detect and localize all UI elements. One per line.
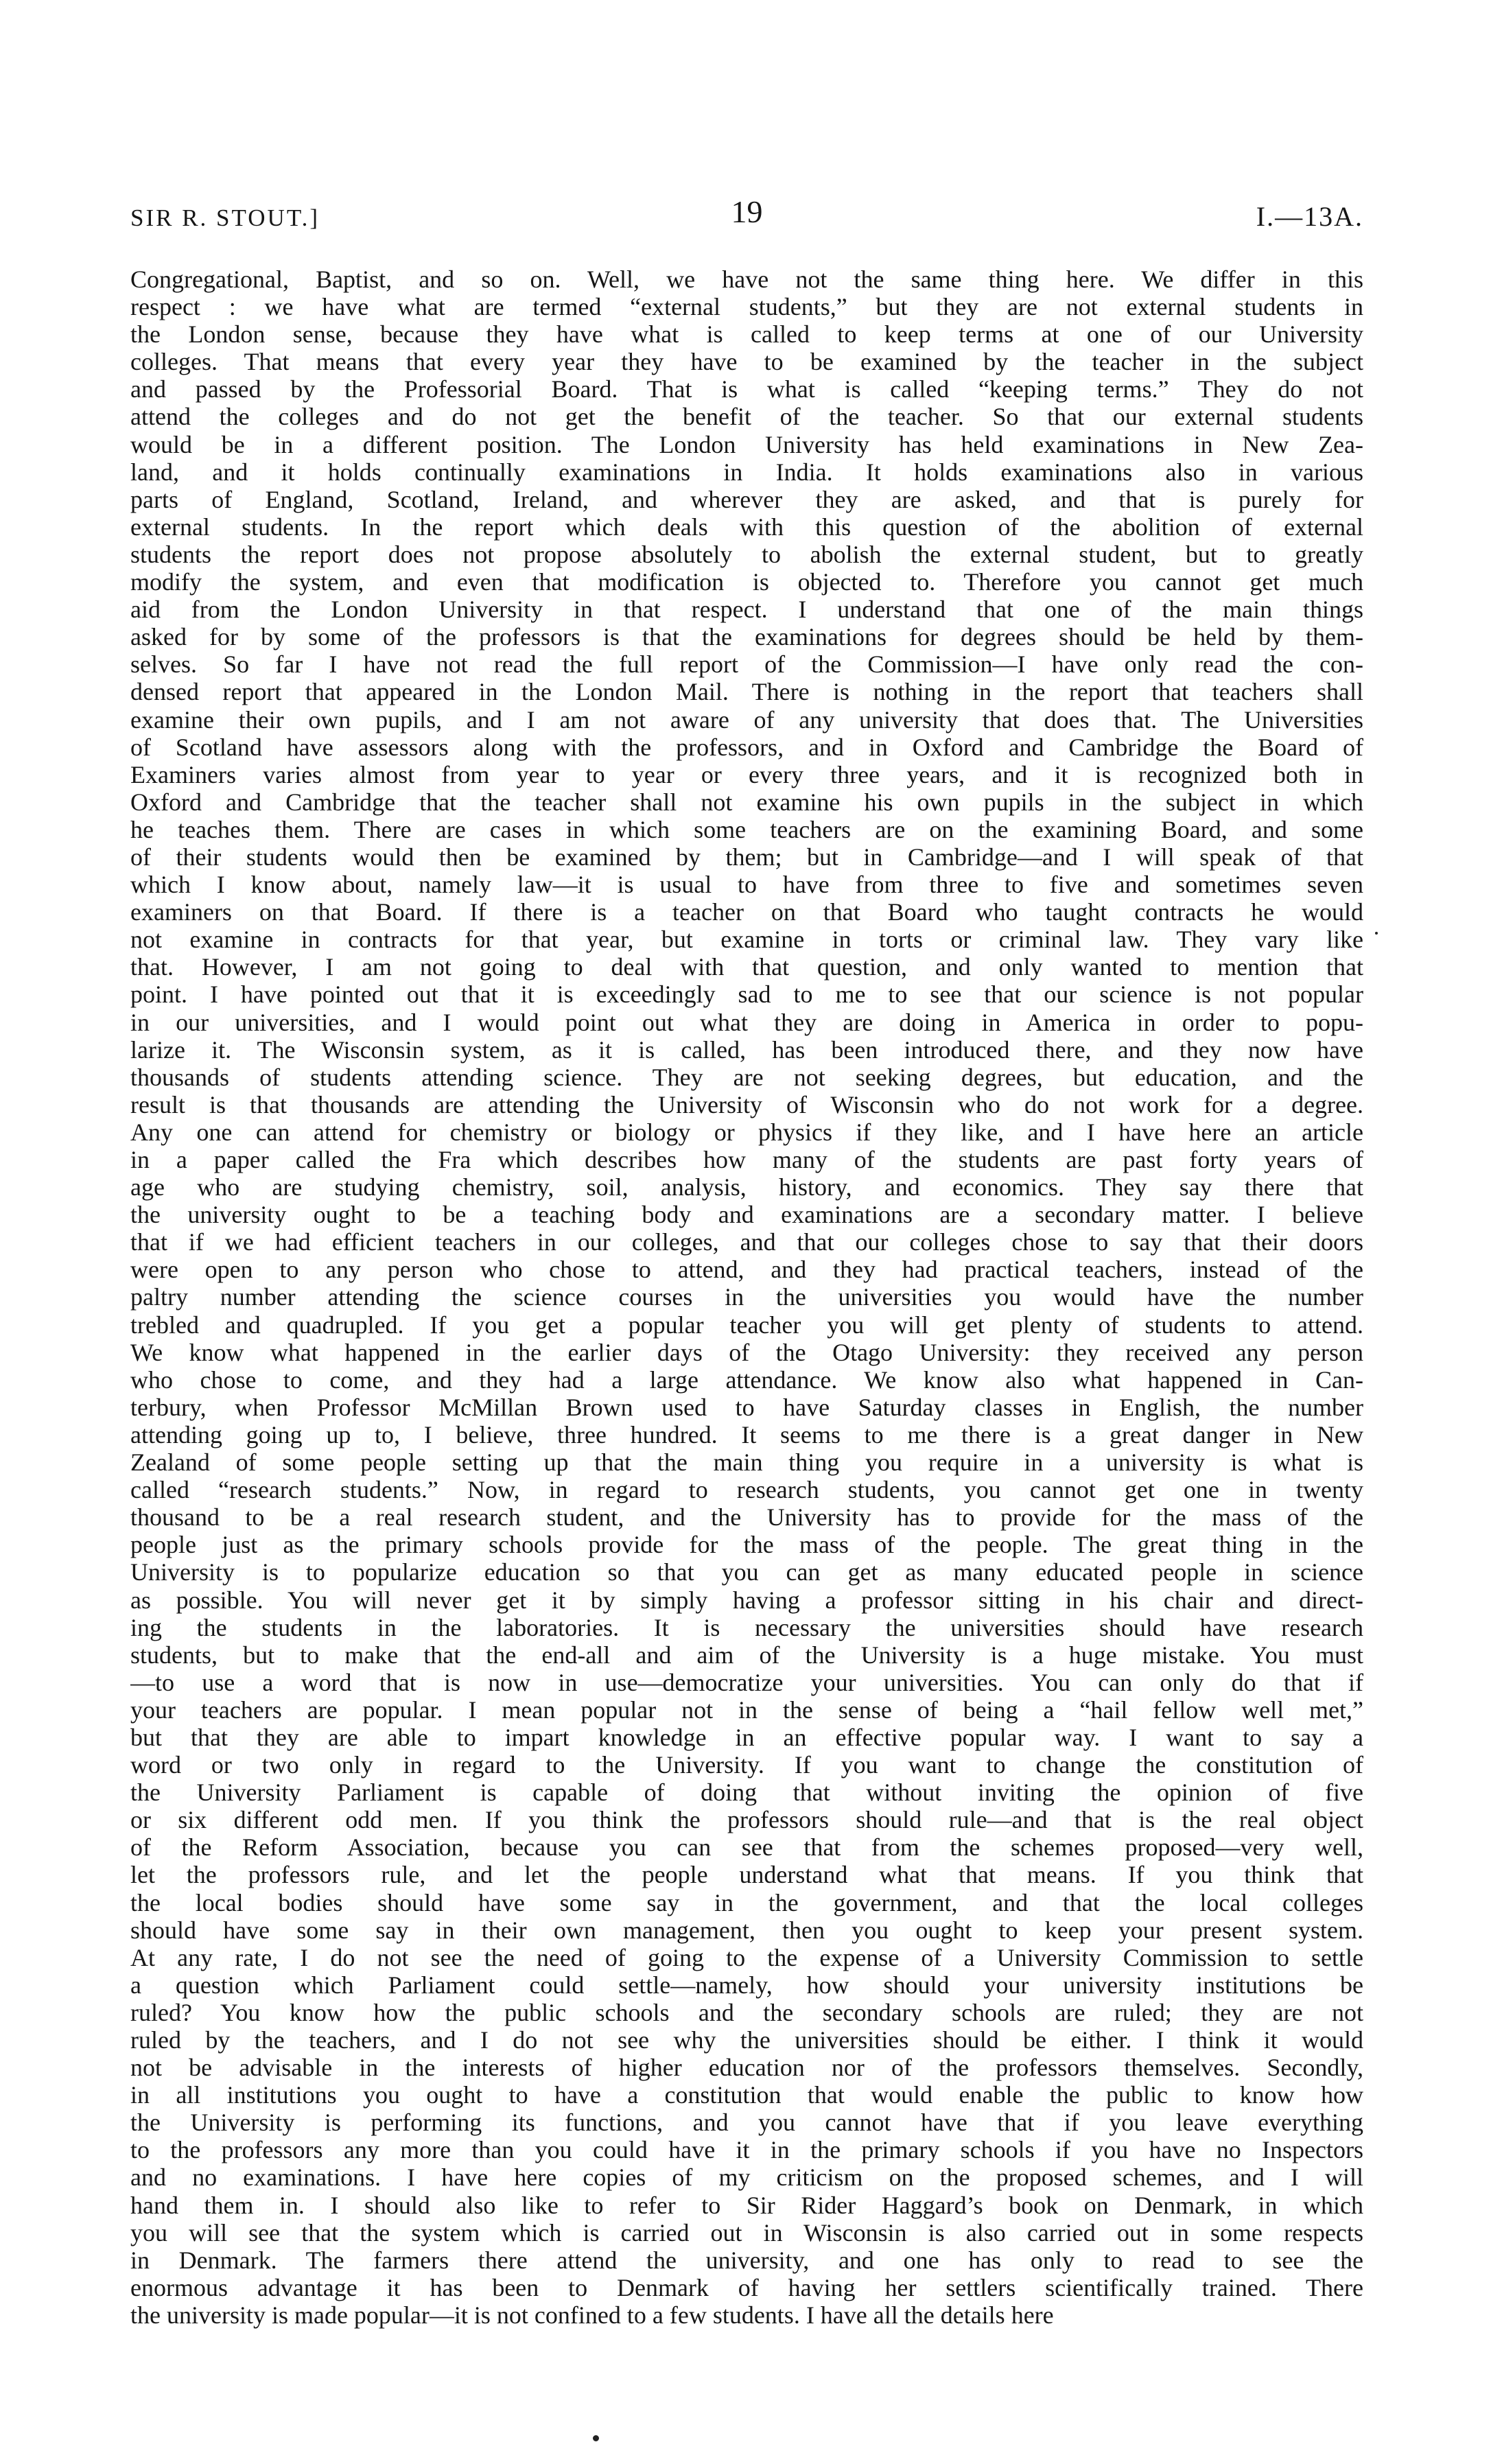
text-line: attend the colleges and do not get the benefit of the teacher. So that our external students [130, 403, 1363, 431]
text-line: land, and it holds continually examinations in India. It holds examinations also in various [130, 458, 1363, 486]
text-line: students the report does not propose absolutely to abolish the external student, but to greatly [130, 540, 1363, 568]
text-line: external students. In the report which deals with this question of the abolition of external [130, 513, 1363, 541]
text-line: thousands of students attending science. They are not seeking degrees, but education, and the [130, 1063, 1363, 1091]
print-speck [1375, 932, 1378, 935]
text-line: which I know about, namely law—it is usual to have from three to five and sometimes seven [130, 871, 1363, 899]
text-line: let the professors rule, and let the people understand what that means. If you think that [130, 1861, 1363, 1889]
text-line: —to use a word that is now in use—democratize your universities. You can only do that if [130, 1668, 1363, 1696]
text-line: Examiners varies almost from year to year or every three years, and it is recognized both in [130, 760, 1363, 788]
text-line: examiners on that Board. If there is a teacher on that Board who taught contracts he would [130, 898, 1363, 926]
text-line: that if we had efficient teachers in our colleges, and that our colleges chose to say that their doors [130, 1228, 1363, 1256]
text-line: Any one can attend for chemistry or biology or physics if they like, and I have here an article [130, 1118, 1363, 1146]
text-line: not examine in contracts for that year, but examine in torts or criminal law. They vary like [130, 926, 1363, 954]
text-line: ruled? You know how the public schools and the secondary schools are ruled; they are not [130, 1998, 1363, 2026]
text-line: thousand to be a real research student, and the University has to provide for the mass of the [130, 1503, 1363, 1532]
text-line: ing the students in the laboratories. It is necessary the universities should have research [130, 1613, 1363, 1641]
text-line: At any rate, I do not see the need of going to the expense of a University Commission to settle [130, 1943, 1363, 1971]
text-line: point. I have pointed out that it is exceedingly sad to me to see that our science is not popular [130, 981, 1363, 1009]
text-line: students, but to make that the end-all and aim of the University is a huge mistake. You must [130, 1641, 1363, 1669]
text-line: should have some say in their own management, then you ought to keep your present system. [130, 1916, 1363, 1944]
text-line: who chose to come, and they had a large attendance. We know also what happened in Can- [130, 1365, 1363, 1394]
text-line: aid from the London University in that respect. I understand that one of the main things [130, 596, 1363, 624]
paper-reference: I.—13A. [1256, 201, 1363, 232]
text-line: of the Reform Association, because you can see that from the schemes proposed—very well, [130, 1833, 1363, 1862]
text-line: or six different odd men. If you think the professors should rule—and that is the real object [130, 1806, 1363, 1834]
text-line: in a paper called the Fra which describes how many of the students are past forty years of [130, 1146, 1363, 1173]
text-line: Congregational, Baptist, and so on. Well, we have not the same thing here. We differ in this [130, 266, 1363, 293]
text-line: We know what happened in the earlier days of the Otago University: they received any person [130, 1338, 1363, 1366]
text-line: in Denmark. The farmers there attend the university, and one has only to read to see the [130, 2246, 1363, 2274]
text-line: examine their own pupils, and I am not aware of any university that does that. The Universities [130, 705, 1363, 734]
text-line: a question which Parliament could settle—namely, how should your university institutions be [130, 1971, 1363, 1999]
text-line: and no examinations. I have here copies of my criticism on the proposed schemes, and I will [130, 2163, 1363, 2192]
text-line: parts of England, Scotland, Ireland, and wherever they are asked, and that is purely for [130, 485, 1363, 513]
text-line: the University Parliament is capable of doing that without inviting the opinion of five [130, 1779, 1363, 1807]
text-line: modify the system, and even that modification is objected to. Therefore you cannot get much [130, 568, 1363, 596]
text-line: in our universities, and I would point out what they are doing in America in order to popu- [130, 1008, 1363, 1036]
text-line: you will see that the system which is carried out in Wisconsin is also carried out in some respects [130, 2218, 1363, 2246]
text-line: densed report that appeared in the London Mail. There is nothing in the report that teachers shall [130, 678, 1363, 706]
text-line: the London sense, because they have what is called to keep terms at one of our University [130, 320, 1363, 349]
text-line: to the professors any more than you could have it in the primary schools if you have no Inspectors [130, 2136, 1363, 2164]
text-line: the University is performing its functions, and you cannot have that if you leave everything [130, 2109, 1363, 2137]
text-line: of Scotland have assessors along with the professors, and in Oxford and Cambridge the Board of [130, 733, 1363, 761]
text-line: not be advisable in the interests of higher education nor of the professors themselves. Secondly, [130, 2054, 1363, 2082]
text-line: Oxford and Cambridge that the teacher shall not examine his own pupils in the subject in which [130, 788, 1363, 816]
page-header [130, 193, 1363, 235]
text-line: word or two only in regard to the University. If you want to change the constitution of [130, 1751, 1363, 1779]
text-line: and passed by the Professorial Board. That is what is called “keeping terms.” They do not [130, 375, 1363, 403]
text-line: asked for by some of the professors is that the examinations for degrees should be held by them- [130, 623, 1363, 651]
text-line: respect : we have what are termed “external students,” but they are not external students in [130, 293, 1363, 321]
text-line: ruled by the teachers, and I do not see why the universities should be either. I think it would [130, 2026, 1363, 2054]
text-line: as possible. You will never get it by simply having a professor sitting in his chair and direct- [130, 1586, 1363, 1614]
text-line: would be in a different position. The London University has held examinations in New Zea- [130, 430, 1363, 458]
text-line: terbury, when Professor McMillan Brown used to have Saturday classes in English, the number [130, 1393, 1363, 1421]
text-line: University is to popularize education so that you can get as many educated people in science [130, 1558, 1363, 1586]
text-line: paltry number attending the science courses in the universities you would have the number [130, 1283, 1363, 1311]
text-line: Zealand of some people setting up that the main thing you require in a university is what is [130, 1448, 1363, 1477]
body-text [130, 266, 1363, 2329]
text-line: were open to any person who chose to attend, and they had practical teachers, instead of the [130, 1256, 1363, 1284]
text-line: enormous advantage it has been to Denmark of having her settlers scientifically trained. There [130, 2273, 1363, 2301]
text-line: that. However, I am not going to deal with that question, and only wanted to mention that [130, 953, 1363, 981]
text-line: age who are studying chemistry, soil, analysis, history, and economics. They say there that [130, 1173, 1363, 1201]
text-line: but that they are able to impart knowledge in an effective popular way. I want to say a [130, 1723, 1363, 1751]
text-line: the university ought to be a teaching body and examinations are a secondary matter. I believe [130, 1201, 1363, 1229]
text-line: larize it. The Wisconsin system, as it is called, has been introduced there, and they now have [130, 1035, 1363, 1064]
speaker-running-head: SIR R. STOUT.] [130, 204, 320, 231]
text-line: colleges. That means that every year they have to be examined by the teacher in the subject [130, 348, 1363, 376]
text-line: your teachers are popular. I mean popular not in the sense of being a “hail fellow well met,” [130, 1696, 1363, 1724]
text-line: hand them in. I should also like to refer to Sir Rider Haggard’s book on Denmark, in which [130, 2191, 1363, 2219]
text-line: of their students would then be examined by them; but in Cambridge—and I will speak of that [130, 843, 1363, 871]
text-line: result is that thousands are attending the University of Wisconsin who do not work for a degree. [130, 1090, 1363, 1118]
print-speck [593, 2435, 599, 2441]
text-line: selves. So far I have not read the full report of the Commission—I have only read the con- [130, 650, 1363, 679]
text-line: he teaches them. There are cases in which some teachers are on the examining Board, and some [130, 815, 1363, 843]
page-number: 19 [731, 194, 763, 229]
text-line: people just as the primary schools provide for the mass of the people. The great thing in the [130, 1531, 1363, 1559]
text-line: trebled and quadrupled. If you get a popular teacher you will get plenty of students to attend. [130, 1311, 1363, 1339]
text-line: the university is made popular—it is not confined to a few students. I have all the details here [130, 2301, 1054, 2329]
text-line: the local bodies should have some say in the government, and that the local colleges [130, 1888, 1363, 1916]
text-line: called “research students.” Now, in regard to research students, you cannot get one in twenty [130, 1476, 1363, 1504]
text-line: in all institutions you ought to have a constitution that would enable the public to know how [130, 2081, 1363, 2109]
text-line: attending going up to, I believe, three hundred. It seems to me there is a great danger in New [130, 1420, 1363, 1448]
